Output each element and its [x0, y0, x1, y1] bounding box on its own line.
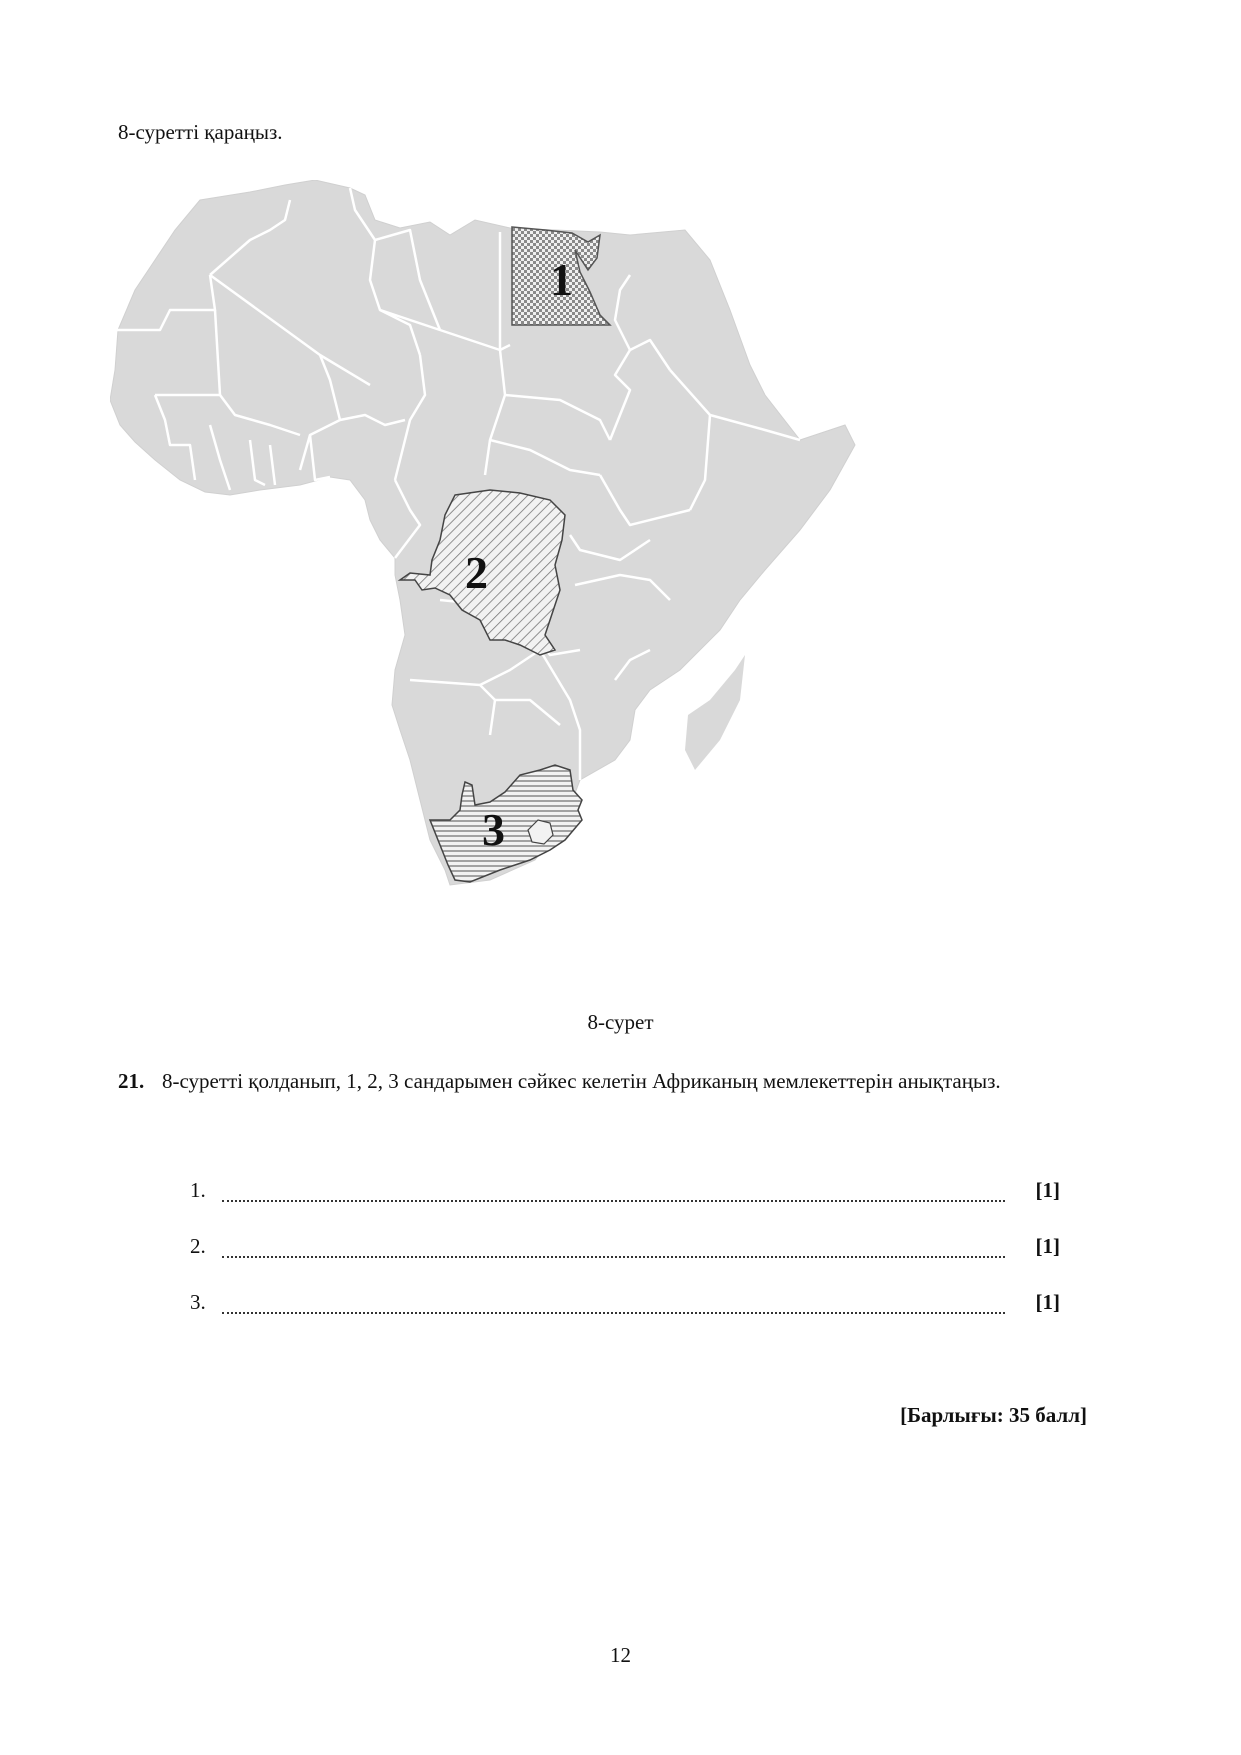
answer-number: 2. — [190, 1234, 206, 1258]
intro-text: 8-суретті қараңыз. — [118, 120, 283, 144]
answer-number: 1. — [190, 1178, 206, 1202]
answer-dotted-line[interactable] — [222, 1312, 1005, 1314]
region-1-label: 1 — [550, 254, 573, 305]
answer-line-1[interactable] — [190, 1178, 1060, 1208]
answer-mark: [1] — [1035, 1234, 1060, 1258]
madagascar — [685, 655, 745, 770]
region-2-label: 2 — [465, 547, 488, 598]
figure-caption: 8-сурет — [587, 1010, 654, 1034]
question-text: 8-суретті қолданып, 1, 2, 3 сандарымен сәйкес келетін Африканың мемлекеттерін анықтаңыз. — [162, 1069, 1001, 1093]
answer-line-2[interactable] — [190, 1234, 1060, 1264]
total-marks: [Барлығы: 35 балл] — [900, 1403, 1087, 1427]
region-3-label: 3 — [482, 804, 505, 855]
answer-line-3[interactable] — [190, 1290, 1060, 1320]
question-21 — [118, 1066, 1088, 1096]
africa-map — [110, 180, 860, 990]
answer-dotted-line[interactable] — [222, 1200, 1005, 1202]
page-number: 12 — [610, 1643, 631, 1667]
question-number: 21. — [118, 1069, 145, 1093]
answer-dotted-line[interactable] — [222, 1256, 1005, 1258]
answer-mark: [1] — [1035, 1178, 1060, 1202]
answer-mark: [1] — [1035, 1290, 1060, 1314]
answer-number: 3. — [190, 1290, 206, 1314]
